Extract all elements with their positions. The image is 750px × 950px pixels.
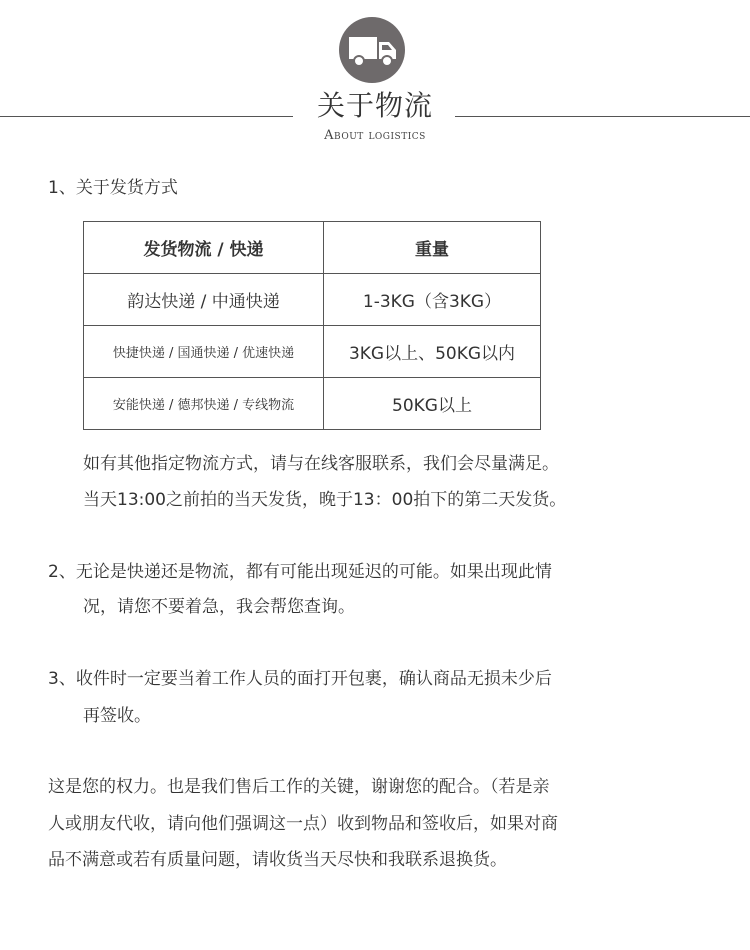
table-cell-weight: 50KG以上 <box>324 378 541 430</box>
shipping-table <box>83 221 541 430</box>
closing-line2: 人或朋友代收，请向他们强调这一点）收到物品和签收后，如果对商 <box>48 814 558 834</box>
table-cell-carrier: 安能快递 / 德邦快递 / 专线物流 <box>84 378 324 430</box>
table-header-weight: 重量 <box>324 222 541 274</box>
paragraph-delay-line2: 况，请您不要着急，我会帮您查询。 <box>83 597 355 617</box>
header-divider-right <box>455 116 750 117</box>
table-cell-weight: 3KG以上、50KG以内 <box>324 326 541 378</box>
closing-line1: 这是您的权力。也是我们售后工作的关键，谢谢您的配合。（若是亲 <box>48 777 550 797</box>
table-cell-carrier: 韵达快递 / 中通快递 <box>84 274 324 326</box>
table-row <box>84 326 541 378</box>
closing-line3: 品不满意或若有质量问题，请收货当天尽快和我联系退换货。 <box>48 850 507 870</box>
note-shipping-time: 当天13:00之前拍的当天发货，晚于13：00拍下的第二天发货。 <box>83 490 567 510</box>
paragraph-inspection-line1: 3、收件时一定要当着工作人员的面打开包裹，确认商品无损未少后 <box>48 669 552 689</box>
truck-icon <box>339 17 405 83</box>
page-subtitle: About logistics <box>324 128 426 143</box>
note-other-logistics: 如有其他指定物流方式，请与在线客服联系，我们会尽量满足。 <box>83 454 559 474</box>
table-row <box>84 378 541 430</box>
table-row <box>84 274 541 326</box>
page-title: 关于物流 <box>316 89 433 122</box>
paragraph-delay-line1: 2、无论是快递还是物流，都有可能出现延迟的可能。如果出现此情 <box>48 562 552 582</box>
table-cell-carrier: 快捷快递 / 国通快递 / 优速快递 <box>84 326 324 378</box>
section-title-shipping-method: 1、关于发货方式 <box>48 178 178 198</box>
about-logistics-header <box>0 0 750 160</box>
paragraph-inspection-line2: 再签收。 <box>83 706 151 726</box>
table-cell-weight: 1-3KG（含3KG） <box>324 274 541 326</box>
header-divider-left <box>0 116 293 117</box>
table-header-carrier: 发货物流 / 快递 <box>84 222 324 274</box>
table-header-row <box>84 222 541 274</box>
